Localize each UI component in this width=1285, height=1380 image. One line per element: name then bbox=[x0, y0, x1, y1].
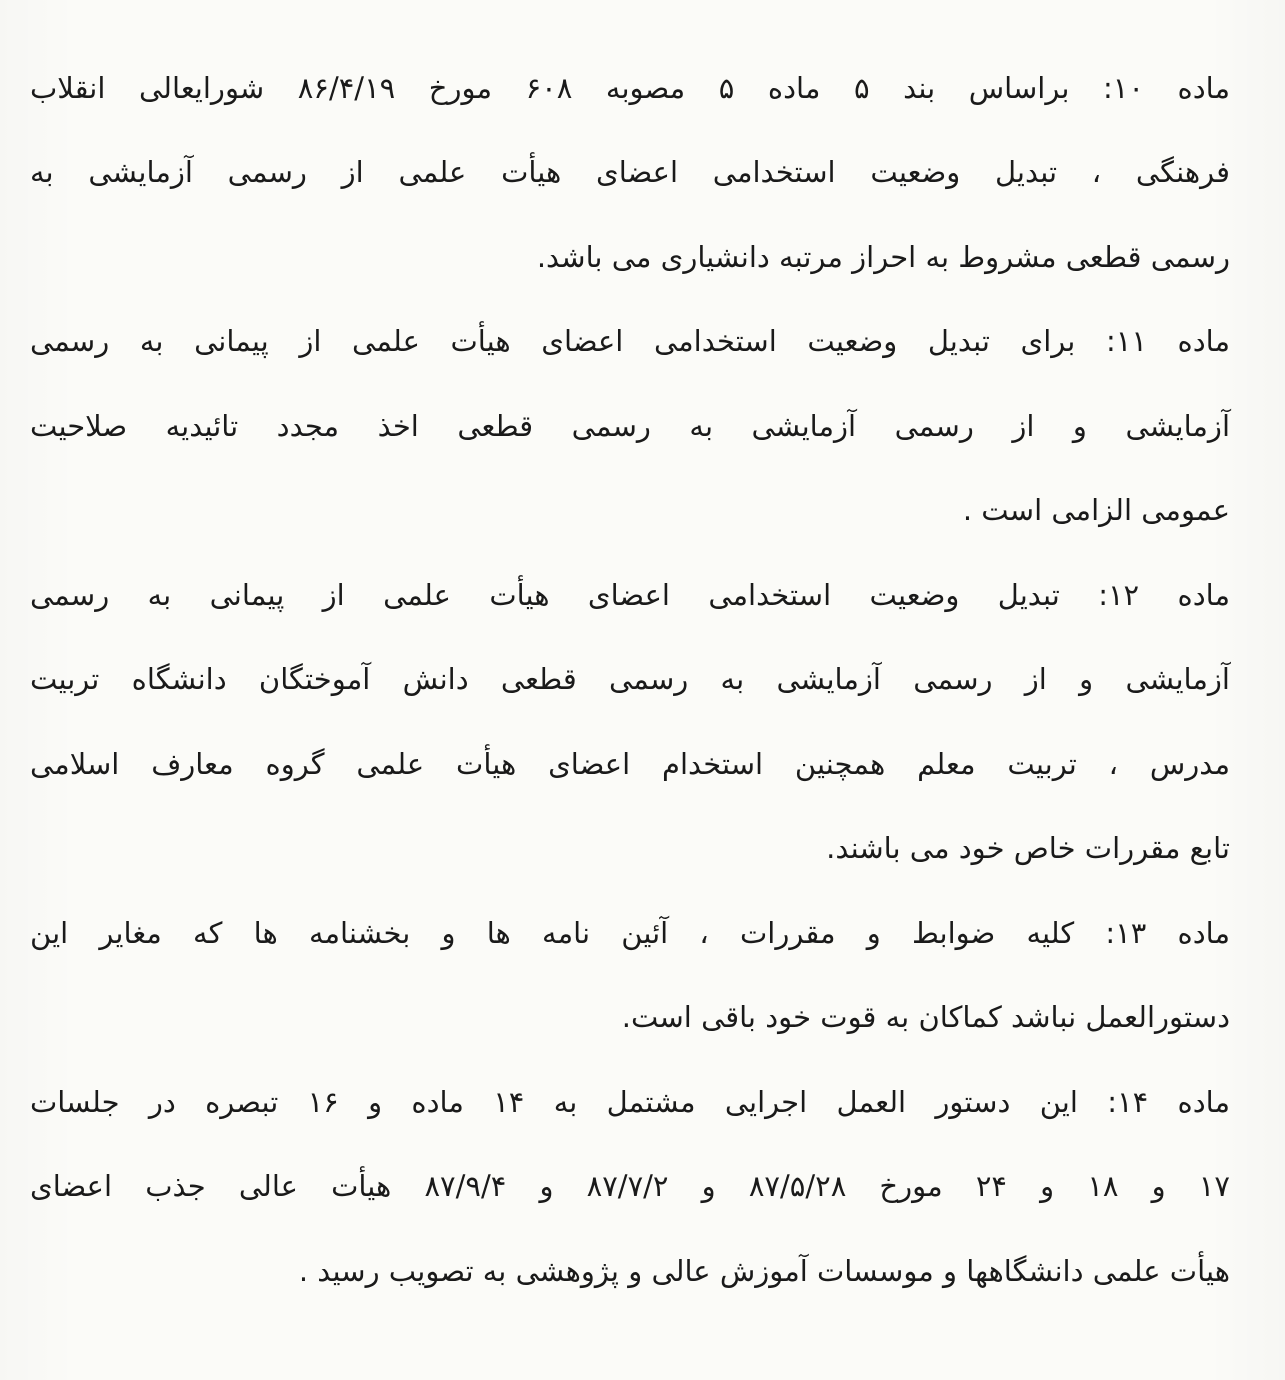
article-10-line-1: ماده ۱۰: براساس بند ۵ ماده ۵ مصوبه ۶۰۸ مورخ ۸۶/۴/۱۹ شورایعالی انقلاب bbox=[30, 71, 1230, 105]
article-12-line-3: مدرس ، تربیت معلم همچنین استخدام اعضای هیأت علمی گروه معارف اسلامی bbox=[30, 747, 1230, 781]
article-12-line-2: آزمایشی و از رسمی آزمایشی به رسمی قطعی دانش آموختگان دانشگاه تربیت bbox=[30, 662, 1230, 696]
article-14-line-1: ماده ۱۴: این دستور العمل اجرایی مشتمل به ۱۴ ماده و ۱۶ تبصره در جلسات bbox=[30, 1085, 1230, 1119]
article-12-line-4: تابع مقررات خاص خود می باشند. bbox=[826, 831, 1230, 865]
article-14-line-2: ۱۷ و ۱۸ و ۲۴ مورخ ۸۷/۵/۲۸ و ۸۷/۷/۲ و ۸۷/۹/۴ هیأت عالی جذب اعضای bbox=[30, 1169, 1230, 1203]
article-10-line-2: فرهنگی ، تبدیل وضعیت استخدامی اعضای هیأت علمی از رسمی آزمایشی به bbox=[30, 155, 1230, 189]
article-11-line-2: آزمایشی و از رسمی آزمایشی به رسمی قطعی اخذ مجدد تائیدیه صلاحیت bbox=[30, 409, 1230, 443]
article-10-line-3: رسمی قطعی مشروط به احراز مرتبه دانشیاری می باشد. bbox=[536, 240, 1230, 274]
article-14-line-3: هیأت علمی دانشگاهها و موسسات آموزش عالی و پژوهشی به تصویب رسید . bbox=[298, 1254, 1230, 1288]
article-12-line-1: ماده ۱۲: تبدیل وضعیت استخدامی اعضای هیأت علمی از پیمانی به رسمی bbox=[30, 578, 1230, 612]
article-11-line-3: عمومی الزامی است . bbox=[962, 493, 1230, 527]
article-13-line-1: ماده ۱۳: کلیه ضوابط و مقررات ، آئین نامه ها و بخشنامه ها که مغایر این bbox=[30, 916, 1230, 950]
article-13-line-2: دستورالعمل نباشد کماکان به قوت خود باقی است. bbox=[621, 1000, 1230, 1034]
article-11-line-1: ماده ۱۱: برای تبدیل وضعیت استخدامی اعضای هیأت علمی از پیمانی به رسمی bbox=[30, 324, 1230, 358]
